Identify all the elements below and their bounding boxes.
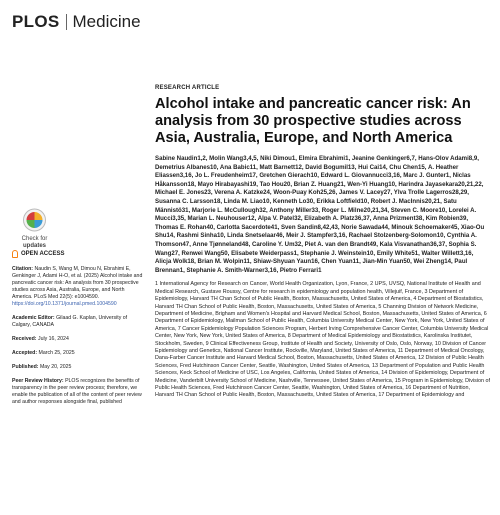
peer-review-label: Peer Review History: <box>12 378 64 384</box>
accepted-label: Accepted: <box>12 350 38 356</box>
editor-text: Gilaad G. Kaplan, University of Calgary, CANADA <box>12 315 128 328</box>
logo-plos: PLOS <box>12 12 60 31</box>
article-type: RESEARCH ARTICLE <box>155 85 220 91</box>
open-access-label: OPEN ACCESS <box>21 250 65 257</box>
logo-medicine: Medicine <box>72 12 141 31</box>
check-for-updates-badge[interactable] <box>12 206 57 251</box>
open-lock-icon <box>12 250 18 258</box>
author-list: Sabine Naudin1,2, Molin Wang3,4,5, Niki Dimou1, Elmira Ebrahimi1, Jeanine Genkinger6,7, Hans-Olov Adami8,9, Demetrius Albanes10, Ana Babic11, Matt Barnett12, David Bogumil13, Hui Cai14, Chu Chen15, A. Heather Eliassen3,16, Jo L. Freudenheim17, Gretchen Gierach10, Edward L. Giovannucci3,16, Marc J. Gunter1, Niclas Håkansson18, Mayo Hirabayashi19, Tao Hou20, Brian Z. Huang21, Wen-Yi Huang10, Harindra Jayasekara20,21,22, Michael E. Jones23, Verena A. Katzke24, Woon-Puay Koh25,26, James V. Lacey27, Ylva Trolle Lagerros28,29, Susanna C. Larsson18, Linda M. Liao10, Kenneth Lo30, Erikka Loftfield10, Robert J. MacInnis20,21, Satu Männistö31, Marjorie L. McCullough32, Anthony Miller33, Roger L. Milne20,21,34, Steven C. Moore10, Lorelei A. Mucci3,35, Marian L. Neuhouser12, Alpa V. Patel32, Elizabeth A. Platz36,37, Anna Prizment38, Kim Robien39, Thomas E. Rohan40, Carlotta Sacerdote41, Sven Sandin8,42,43, Norie Sawada44, Minouk Schoemaker45, Xiao-Ou Shu14, Rashmi Sinha10, Linda Snetselaar46, Meir J. Stampfer3,16, Rachael Stolzenberg-Solomon10, Cynthia A. Thomson47, Anne Tjønneland48, Caroline Y. Um32, Piet A. van den Brandt49, Kala Visvanathan36,37, Sophia S. Wang27, Renwei Wang50, Elisabete Weiderpass1, Stephanie J. Weinstein10, Emily White51, Walter Willett3,16, Alicja Wolk18, Brian M. Wolpin11, Shiaw-Shyuan Yaun16, Chen Yuan11, Jian-Min Yuan50, Wei Zheng14, Paul Brennan1, Stephanie A. Smith-Warner3,16, Pietro Ferrari1 <box>155 155 485 274</box>
article-sidebar <box>12 250 145 413</box>
check-label-1: Check for <box>21 236 48 242</box>
published-date: May 20, 2025 <box>39 364 72 370</box>
received-block <box>12 336 145 343</box>
received-label: Received: <box>12 336 37 342</box>
plos-medicine-logo[interactable] <box>12 12 202 32</box>
received-date: July 16, 2024 <box>37 336 69 342</box>
citation-block <box>12 266 145 308</box>
accepted-date: March 25, 2025 <box>38 350 75 356</box>
accepted-block <box>12 350 145 357</box>
published-block <box>12 364 145 371</box>
doi-link[interactable]: https://doi.org/10.1371/journal.pmed.1004590 <box>12 301 117 307</box>
affiliations: 1 International Agency for Research on Cancer, World Health Organization, Lyon, France, 2 UPS, UVSQ, National Institute of Health and Medical Research, Gustave Roussy, Centre for research in epidemiology and population health, Villejuif, France, 3 Department of Epidemiology, Harvard TH Chan School of Public Health, Boston, Massachusetts, United States of America, 4 Department of Biostatistics, Harvard TH Chan School of Public Health, Boston, Massachusetts, United States of America, 5 Channing Division of Network Medicine, Department of Medicine, Brigham and Women's Hospital and Harvard Medical School, Boston, Massachusetts, United States of America, 6 Department of Epidemiology, Mailman School of Public Health, Columbia University Medical Center, New York, New York, United States of America, 7 Cancer Epidemiology Population Sciences Program, Herbert Irving Comprehensive Cancer Center, Columbia University Medical Center, New York, New York, United States of America, 8 Department of Medical Epidemiology and Biostatistics, Karolinska Institutet, Stockholm, Sweden, 9 Clinical Effectiveness Group, Institute of Health and Society, University of Oslo, Oslo, Norway, 10 Division of Cancer Epidemiology and Genetics, National Cancer Institute, Rockville, Maryland, United States of America, 11 Department of Medical Oncology, Dana-Farber Cancer Institute and Harvard Medical School, Boston, Massachusetts, United States of America, 12 Division of Public Health Sciences, Fred Hutchinson Cancer Center, Seattle, Washington, United States of America, 13 Department of Population and Public Health Sciences, Keck School of Medicine of USC, Los Angeles, California, United States of America, 14 Division of Epidemiology, Department of Medicine, Vanderbilt University School of Medicine, Nashville, Tennessee, United States of America, 15 Program in Epidemiology, Division of Public Health Sciences, Fred Hutchinson Cancer Center, Seattle, Washington, United States of America, 16 Department of Nutrition, Harvard TH Chan School of Public Health, Boston, Massachusetts, United States of America, 17 Department of Epidemiology and <box>155 281 490 399</box>
open-access <box>12 250 145 258</box>
peer-review-block <box>12 378 145 406</box>
published-label: Published: <box>12 364 39 370</box>
check-for-updates-icon <box>24 209 46 231</box>
peer-review-text: PLOS recognizes the benefits of transparency in the peer review process; therefore, we enable the publication of all of the content of peer review and author responses alongside final, published <box>12 378 142 405</box>
check-label-2: updates <box>22 243 47 249</box>
article-title: Alcohol intake and pancreatic cancer risk: An analysis from 30 prospective studies across Asia, Australia, Europe, and North America <box>155 96 471 146</box>
citation-text: Naudin S, Wang M, Dimou N, Ebrahimi E, Genkinger J, Adami H-O, et al. (2025) Alcohol intake and pancreatic cancer risk: An analysis from 30 prospective studies across Asia, Australia, Europe, and North America. PLoS Med 22(5): e1004590. <box>12 266 143 300</box>
editor-block <box>12 315 145 329</box>
article-main <box>155 85 490 400</box>
citation-label: Citation: <box>12 266 34 272</box>
editor-label: Academic Editor: <box>12 315 55 321</box>
journal-header <box>12 12 202 62</box>
logo-divider <box>66 14 67 30</box>
